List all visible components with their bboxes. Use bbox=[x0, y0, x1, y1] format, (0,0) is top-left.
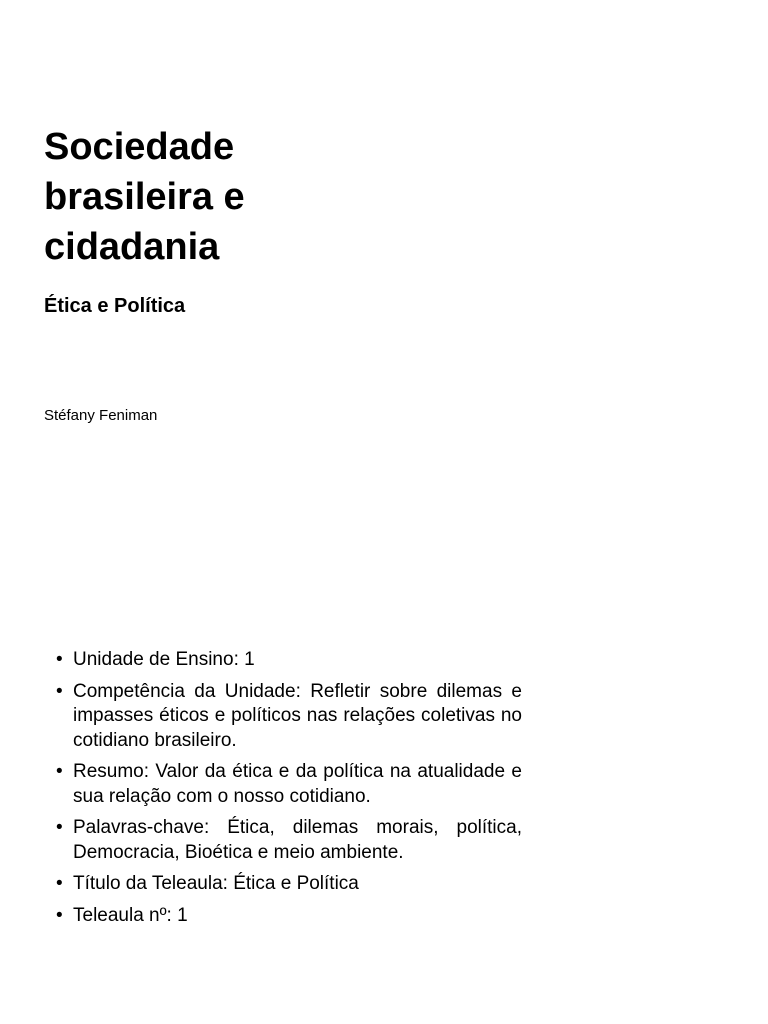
author-name: Stéfany Feniman bbox=[44, 407, 158, 424]
list-item bbox=[56, 680, 522, 754]
list-item bbox=[56, 872, 522, 897]
bullet-icon: • bbox=[56, 761, 63, 782]
list-item bbox=[56, 816, 522, 865]
list-item-text: Palavras-chave: Ética, dilemas morais, política, Democracia, Bioética e meio ambiente. bbox=[73, 817, 522, 863]
course-info-list bbox=[56, 648, 522, 928]
list-item-text: Título da Teleaula: Ética e Política bbox=[73, 873, 359, 894]
slide-subtitle: Ética e Política bbox=[44, 295, 186, 317]
list-item bbox=[56, 904, 522, 929]
bullet-icon: • bbox=[56, 649, 63, 670]
bullet-icon: • bbox=[56, 904, 63, 926]
bullet-icon: • bbox=[56, 680, 63, 702]
list-item-text: Unidade de Ensino: 1 bbox=[73, 649, 255, 670]
list-item-text: Resumo: Valor da ética e da política na atualidade e sua relação com o nosso cotidiano. bbox=[73, 761, 522, 807]
list-item-text: Teleaula nº: 1 bbox=[73, 904, 188, 926]
bullet-icon: • bbox=[56, 873, 63, 894]
bullet-icon: • bbox=[56, 817, 63, 838]
slide-title: Sociedade brasileira e cidadania bbox=[44, 126, 245, 268]
list-item bbox=[56, 648, 522, 673]
list-item-text: Competência da Unidade: Refletir sobre dilemas e impasses éticos e políticos nas relações coletivas no cotidiano brasileiro. bbox=[73, 680, 522, 751]
list-item bbox=[56, 760, 522, 809]
